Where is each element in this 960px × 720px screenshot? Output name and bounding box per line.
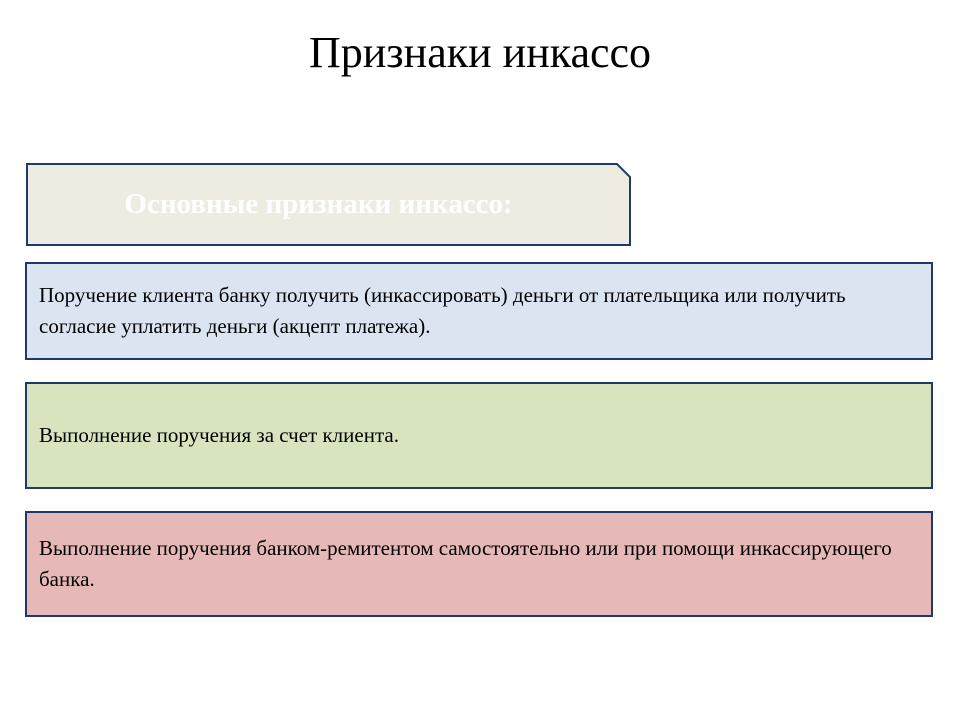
list-item-text: Поручение клиента банку получить (инкассировать) деньги от плательщика или получить согласие уплатить деньги (акцепт платежа).: [39, 283, 846, 338]
list-item: [25, 382, 933, 489]
list-item-text: Выполнение поручения банком-ремитентом самостоятельно или при помощи инкассирующего банка.: [39, 536, 892, 591]
page-title: Признаки инкассо: [308, 28, 652, 77]
header-box: [26, 163, 631, 246]
list-item-text: Выполнение поручения за счет клиента.: [39, 423, 399, 447]
list-item: [25, 262, 933, 360]
header-label: Основные признаки инкассо:: [124, 188, 513, 220]
list-item: [25, 511, 933, 617]
